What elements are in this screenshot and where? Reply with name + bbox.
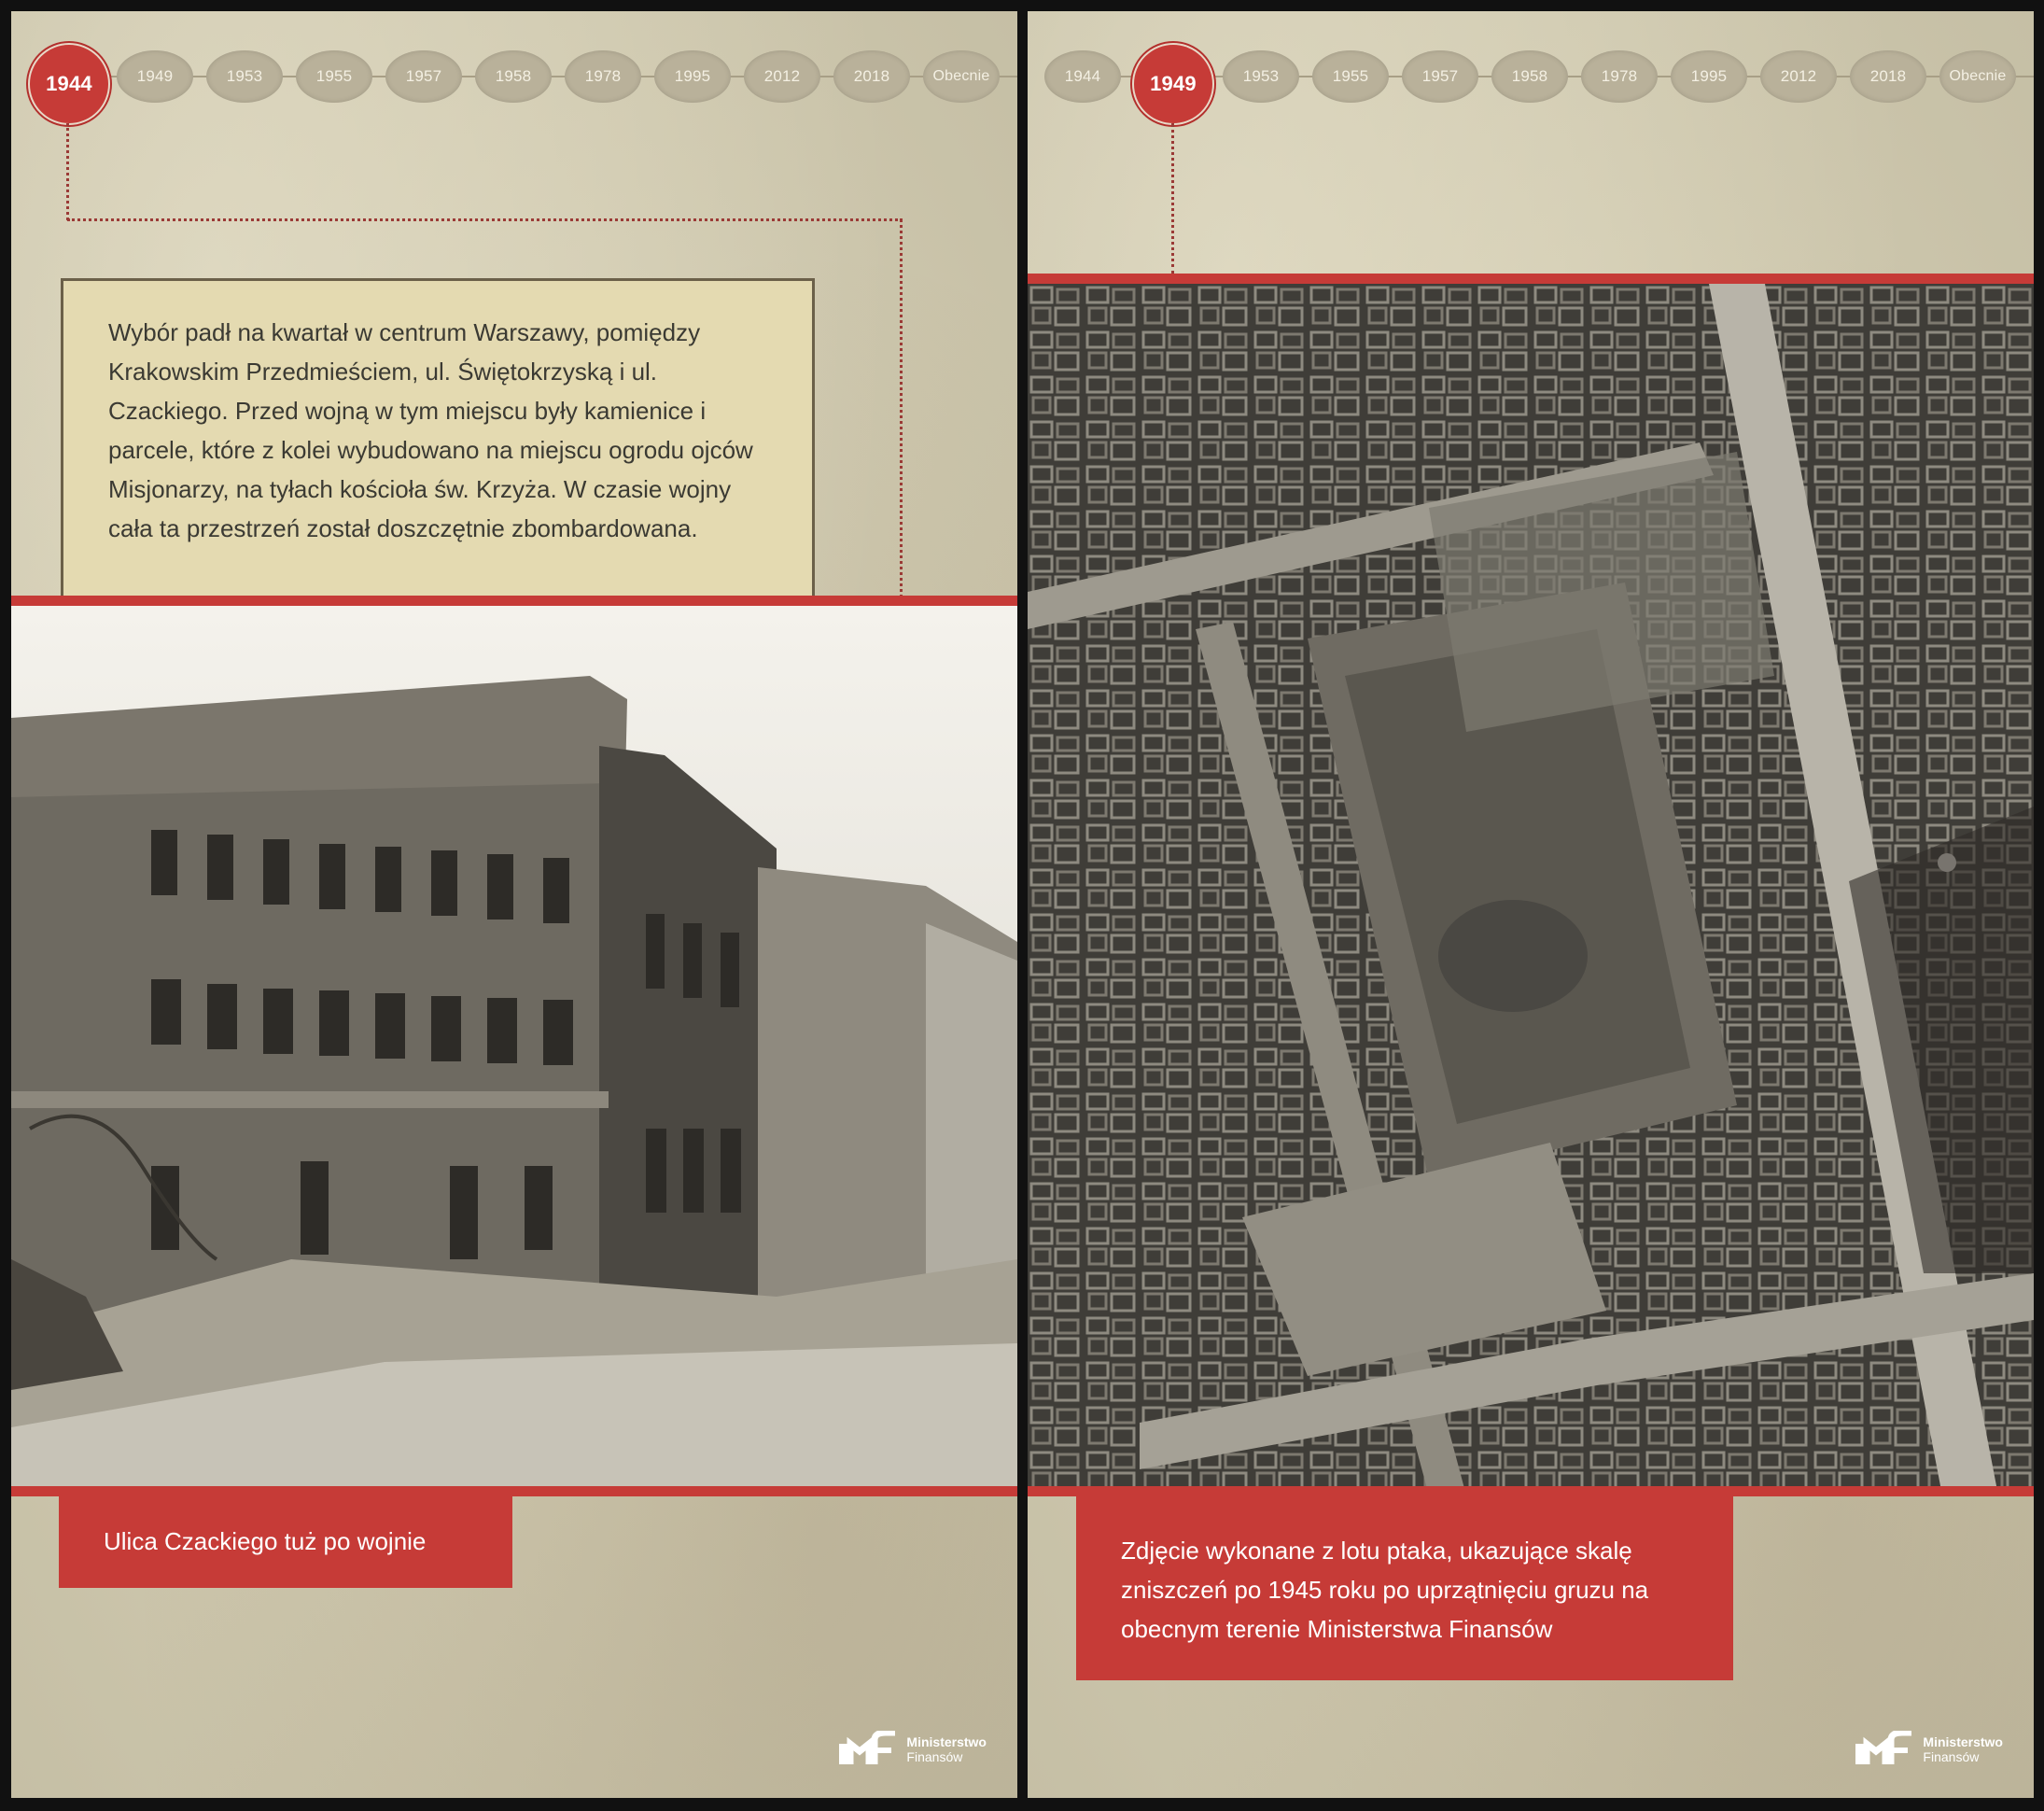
timeline: [1028, 11, 2034, 142]
timeline-item-1995[interactable]: 1995: [1671, 50, 1747, 103]
logo-line-2: Finansów: [1923, 1749, 1980, 1764]
timeline-item-1958[interactable]: 1958: [475, 50, 552, 103]
timeline-item-1949[interactable]: 1949: [117, 50, 193, 103]
timeline-item-1944[interactable]: 1944: [28, 43, 110, 125]
timeline-item-1957[interactable]: 1957: [1402, 50, 1478, 103]
historic-street-photo: [11, 606, 1017, 1496]
connector-line: [900, 218, 903, 605]
timeline-item-1995[interactable]: 1995: [654, 50, 731, 103]
description-box: [61, 278, 815, 600]
timeline-item-2018[interactable]: 2018: [1850, 50, 1926, 103]
aerial-photo-image: [1028, 284, 2034, 1495]
street-photo-image: [11, 606, 1017, 1496]
timeline-item-obecnie[interactable]: Obecnie: [923, 50, 1000, 103]
ministry-logo: [839, 1731, 987, 1768]
timeline-item-1953[interactable]: 1953: [206, 50, 283, 103]
ministry-logo-text: [906, 1734, 987, 1764]
logo-line-2: Finansów: [906, 1749, 963, 1764]
timeline-item-2018[interactable]: 2018: [833, 50, 910, 103]
ministry-logo-mark-icon: [1855, 1731, 1917, 1768]
panel-1949: [1028, 11, 2034, 1798]
timeline-item-1949[interactable]: 1949: [1132, 43, 1214, 125]
ministry-logo-text: [1923, 1734, 2003, 1764]
panel-1944: [11, 11, 1017, 1798]
timeline-item-obecnie[interactable]: Obecnie: [1939, 50, 2016, 103]
connector-line: [67, 218, 903, 221]
timeline-item-1957[interactable]: 1957: [385, 50, 462, 103]
description-text: Wybór padł na kwartał w centrum Warszawy, pomiędzy Krakowskim Przedmieściem, ul. Świętokrzyską i ul. Czackiego. Przed wojną w tym miejscu były kamienice i parcele, które z kolei wybudowano na miejscu ogrodu ojców Misjonarzy, na tyłach kościoła św. Krzyża. W czasie wojny cała ta przestrzeń został doszczętnie zbombardowana.: [108, 318, 753, 542]
timeline-item-1944[interactable]: 1944: [1044, 50, 1121, 103]
timeline-item-1953[interactable]: 1953: [1223, 50, 1299, 103]
logo-line-1: Ministerstwo: [906, 1734, 987, 1749]
timeline-item-2012[interactable]: 2012: [1760, 50, 1837, 103]
caption-text: Zdjęcie wykonane z lotu ptaka, ukazujące skalę zniszczeń po 1945 roku po uprzątnięciu gruzu na obecnym terenie Ministerstwa Finansów: [1121, 1537, 1649, 1643]
timeline-item-1978[interactable]: 1978: [565, 50, 641, 103]
ministry-logo-mark-icon: [839, 1731, 901, 1768]
connector-line: [1171, 123, 1174, 274]
ministry-logo: [1855, 1731, 2003, 1768]
timeline-item-1958[interactable]: 1958: [1491, 50, 1568, 103]
aerial-photo: [1028, 284, 2034, 1495]
timeline: [11, 11, 1017, 142]
caption-text: Ulica Czackiego tuż po wojnie: [104, 1527, 427, 1555]
photo-top-bar: [1028, 274, 2034, 284]
timeline-item-1955[interactable]: 1955: [1312, 50, 1389, 103]
photo-caption: [59, 1495, 512, 1588]
logo-line-1: Ministerstwo: [1923, 1734, 2003, 1749]
photo-caption: [1076, 1495, 1733, 1680]
timeline-item-2012[interactable]: 2012: [744, 50, 820, 103]
connector-line: [66, 123, 69, 220]
timeline-item-1978[interactable]: 1978: [1581, 50, 1658, 103]
photo-top-bar: [11, 596, 1017, 606]
timeline-item-1955[interactable]: 1955: [296, 50, 372, 103]
